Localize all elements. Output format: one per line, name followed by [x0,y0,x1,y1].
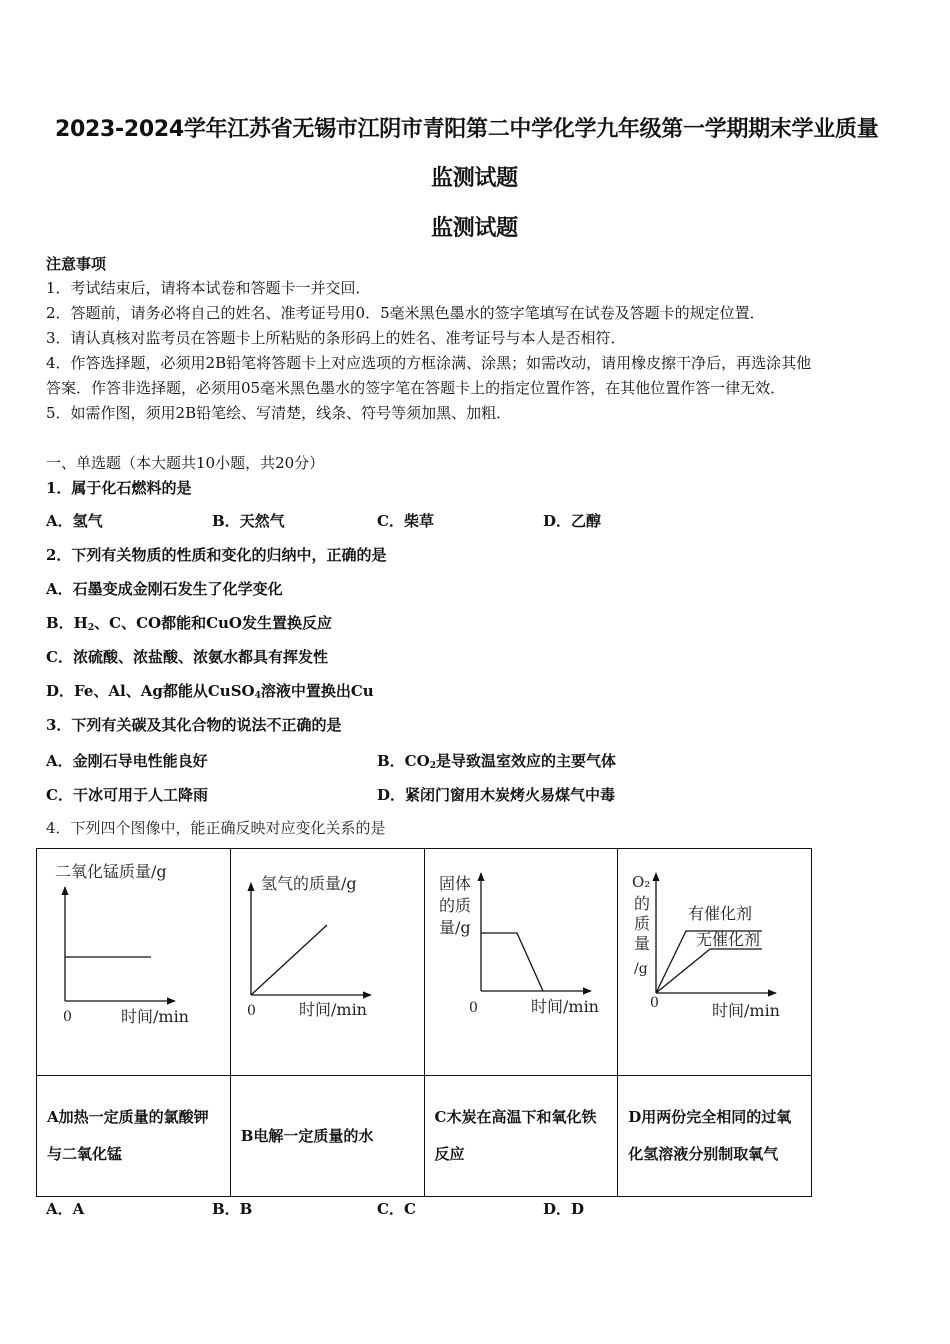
q2-stem: 2．下列有关物质的性质和变化的归纳中，正确的是 [46,546,387,564]
graph-b [231,849,423,1071]
exam-title-line2: 监测试题 [431,166,518,191]
subscript: 2 [87,623,95,633]
graph-d-xlabel: 时间/min [712,1001,781,1020]
q4-option-d[interactable]: D．D [543,1200,585,1218]
q2-option-d[interactable] [46,680,374,701]
graph-c-caption: C木炭在高温下和氧化铁反应 [434,1108,597,1163]
notice-item: 4．作答选择题，必须用2B铅笔将答题卡上对应选项的方框涂满、涂黑；如需改动，请用橡皮擦干净后，再选涂其他 [46,354,812,372]
graph-d-legend-catalyst: 有催化剂 [688,904,753,923]
q2-option-d-text: 溶液中置换出Cu [260,682,374,700]
q4-graph-table [36,848,812,1197]
q2-option-b-text: 、C、CO都能和CuO发生置换反应 [94,614,332,632]
q2-option-b[interactable] [46,612,332,633]
graph-cell-d [618,849,812,1076]
q2-option-d-text: D．Fe、Al、Ag都能从CuSO [46,682,255,700]
graph-c-xlabel: 时间/min [530,997,599,1016]
graph-a-ylabel: 二氧化锰质量/g [55,862,167,881]
graph-d-line-no-catalyst [656,949,762,993]
graph-d-ylabel: 量 [634,934,651,953]
graph-d-legend-no-catalyst: 无催化剂 [696,930,761,949]
notice-item: 1．考试结束后，请将本试卷和答题卡一并交回． [46,279,371,297]
graph-cell-c [424,849,618,1076]
exam-title-line3: 监测试题 [431,216,518,241]
q1-stem: 1．属于化石燃料的是 [46,479,192,497]
q2-option-c[interactable]: C．浓硫酸、浓盐酸、浓氨水都具有挥发性 [46,648,328,666]
q3-option-b-text: B．CO [377,752,430,770]
graph-a [37,849,229,1071]
graph-c-line [481,933,543,991]
q3-option-d[interactable]: D．紧闭门窗用木炭烤火易煤气中毒 [377,786,616,804]
graph-d-origin: 0 [650,995,660,1011]
q3-option-a[interactable]: A．金刚石导电性能良好 [46,752,208,770]
graph-b-ylabel: 氢气的质量/g [260,874,357,893]
graph-d-ylabel: 的 [634,894,651,913]
graph-b-origin: 0 [246,1003,256,1019]
q1-option-c[interactable]: C．柴草 [377,512,434,530]
graph-c-origin: 0 [468,1000,478,1016]
q1-option-d[interactable]: D．乙醇 [543,512,602,530]
exam-title-line1: 2023-2024学年江苏省无锡市江阴市青阳第二中学化学九年级第一学期期末学业质量 [55,117,879,142]
q4-option-b[interactable]: B．B [212,1200,253,1218]
graph-a-caption: A加热一定质量的氯酸钾与二氧化锰 [47,1108,209,1163]
caption-cell-a [37,1076,231,1197]
notice-item: 2．答题前，请务必将自己的姓名、准考证号用0．5毫米黑色墨水的签字笔填写在试卷及答题卡的规定位置． [46,304,765,322]
graph-c-ylabel: 固体 [438,874,471,893]
graph-d-caption: D用两份完全相同的过氧化氢溶液分别制取氧气 [628,1108,792,1163]
q1-option-a[interactable]: A．氢气 [46,512,103,530]
q4-option-a[interactable]: A．A [46,1200,85,1218]
q1-option-b[interactable]: B．天然气 [212,512,285,530]
graph-a-xlabel: 时间/min [121,1007,189,1026]
q2-option-b-text: B．H [46,614,88,632]
graph-c-ylabel: 的质 [438,896,471,915]
notice-item: 答案．作答非选择题，必须用05毫米黑色墨水的签字笔在答题卡上的指定位置作答，在其他位置作答一律无效． [46,379,786,397]
subscript: 2 [429,761,436,771]
notice-item: 3．请认真核对监考员在答题卡上所粘贴的条形码上的姓名、准考证号与本人是否相符． [46,329,626,347]
subscript: 4 [254,691,261,701]
q3-stem: 3．下列有关碳及其化合物的说法不正确的是 [46,716,342,734]
graph-a-origin: 0 [63,1009,72,1025]
caption-cell-d [618,1076,812,1197]
q4-stem: 4．下列四个图像中，能正确反映对应变化关系的是 [46,819,386,837]
graph-cell-a [37,849,231,1076]
graph-cell-b [230,849,424,1076]
graph-d-ylabel: O₂ [632,873,651,891]
caption-cell-c [424,1076,618,1197]
graph-d-ylabel: /g [634,961,648,977]
section-heading: 一、单选题（本大题共10小题，共20分） [46,454,325,472]
graph-d [618,849,810,1071]
graph-b-xlabel: 时间/min [298,1000,367,1019]
q3-option-b[interactable] [377,750,616,771]
q3-option-b-text: 是导致温室效应的主要气体 [435,752,616,770]
caption-cell-b [230,1076,424,1197]
notice-heading: 注意事项 [46,255,107,273]
notice-item: 5．如需作图，须用2B铅笔绘、写清楚，线条、符号等须加黑、加粗． [46,404,512,422]
graph-c-ylabel: 量/g [438,918,471,937]
graph-d-ylabel: 质 [634,914,651,933]
graph-b-line [251,925,327,995]
q3-option-c[interactable]: C．干冰可用于人工降雨 [46,786,208,804]
q2-option-a[interactable]: A．石墨变成金刚石发生了化学变化 [46,580,283,598]
graph-b-caption: B电解一定质量的水 [240,1126,374,1145]
graph-c [425,849,617,1071]
q4-option-c[interactable]: C．C [377,1200,416,1218]
